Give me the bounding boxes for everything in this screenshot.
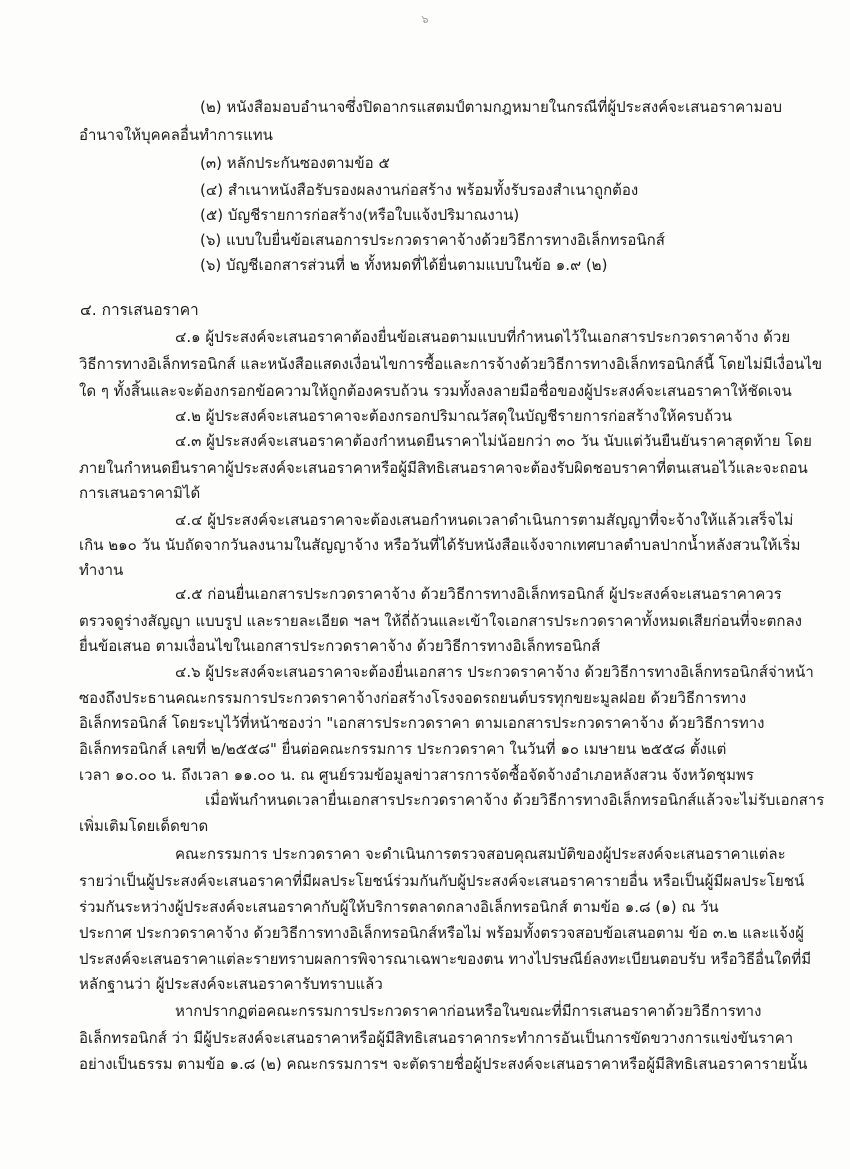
doc-line: ทำงาน	[79, 561, 124, 579]
doc-line: อำนาจให้บุคคลอื่นทำการแทน	[79, 126, 273, 144]
doc-line: ๔.๒ ผู้ประสงค์จะเสนอราคาจะต้องกรอกปริมาณวัสดุในบัญชีรายการก่อสร้างให้ครบถ้วน	[175, 407, 732, 425]
doc-line: ๔.๓ ผู้ประสงค์จะเสนอราคาต้องกำหนดยืนราคาไม่น้อยกว่า ๓๐ วัน นับแต่วันยืนยันราคาสุดท้าย โดย	[175, 432, 812, 450]
doc-line: ใด ๆ ทั้งสิ้นและจะต้องกรอกข้อความให้ถูกต้องครบถ้วน รวมทั้งลงลายมือชื่อของผู้ประสงค์จะเสนอราคาให้ชัดเจน	[79, 382, 792, 400]
doc-line: ยื่นข้อเสนอ ตามเงื่อนไขในเอกสารประกวดราคาจ้าง ด้วยวิธีการทางอิเล็กทรอนิกส์	[79, 637, 601, 655]
doc-line: (๖) แบบใบยื่นข้อเสนอการประกวดราคาจ้างด้วยวิธีการทางอิเล็กทรอนิกส์	[200, 231, 665, 249]
doc-line: (๒) หนังสือมอบอำนาจซึ่งปิดอากรแสตมป์ตามกฎหมายในกรณีที่ผู้ประสงค์จะเสนอราคามอบ	[200, 98, 783, 116]
doc-line: วิธีการทางอิเล็กทรอนิกส์ และหนังสือแสดงเงื่อนไขการซื้อและการจ้างด้วยวิธีการทางอิเล็กทรอนิกส์นี้ โดยไม่มีเงื่อนไข	[79, 355, 823, 373]
doc-line: (๔) สำเนาหนังสือรับรองผลงานก่อสร้าง พร้อมทั้งรับรองสำเนาถูกต้อง	[200, 181, 639, 199]
doc-line: ซองถึงประธานคณะกรรมการประกวดราคาจ้างก่อสร้างโรงจอดรถยนต์บรรทุกขยะมูลฝอย ด้วยวิธีการทาง	[79, 689, 747, 707]
page-number-mark: ๖	[421, 13, 429, 26]
doc-line: ตรวจดูร่างสัญญา แบบรูป และรายละเอียด ฯลฯ ให้ถี่ถ้วนและเข้าใจเอกสารประกวดราคาทั้งหมดเสียก่อนที่จะตกลง	[79, 612, 802, 630]
doc-line: อิเล็กทรอนิกส์ โดยระบุไว้ที่หน้าซองว่า "เอกสารประกวดราคา ตามเอกสารประกวดราคาจ้าง ด้วยวิธีการทาง	[79, 714, 765, 732]
doc-line: ๔.๔ ผู้ประสงค์จะเสนอราคาจะต้องเสนอกำหนดเวลาดำเนินการตามสัญญาที่จะจ้างให้แล้วเสร็จไม่	[175, 511, 794, 529]
doc-line: ๔.๖ ผู้ประสงค์จะเสนอราคาจะต้องยื่นเอกสาร ประกวดราคาจ้าง ด้วยวิธีการทางอิเล็กทรอนิกส์จ่าหน้า	[175, 663, 814, 681]
doc-line: ๔.๑ ผู้ประสงค์จะเสนอราคาต้องยื่นข้อเสนอตามแบบที่กำหนดไว้ในเอกสารประกวดราคาจ้าง ด้วย	[175, 328, 791, 346]
doc-line: ร่วมกันระหว่างผู้ประสงค์จะเสนอราคากับผู้ให้บริการตลาดกลางอิเล็กทรอนิกส์ ตามข้อ ๑.๘ (๑) ณ วัน	[79, 898, 719, 916]
doc-line: เพิ่มเติมโดยเด็ดขาด	[79, 817, 209, 835]
doc-line: ประกาศ ประกวดราคาจ้าง ด้วยวิธีการทางอิเล็กทรอนิกส์หรือไม่ พร้อมทั้งตรวจสอบข้อเสนอตาม ข้อ ๓.๒ และแจ้งผู้	[79, 924, 804, 942]
doc-line: ประสงค์จะเสนอราคาแต่ละรายทราบผลการพิจารณาเฉพาะของตน ทางไปรษณีย์ลงทะเบียนตอบรับ หรือวิธีอื่นใดที่มี	[79, 950, 812, 968]
doc-line: (๖) บัญชีเอกสารส่วนที่ ๒ ทั้งหมดที่ได้ยื่นตามแบบในข้อ ๑.๙ (๒)	[200, 256, 608, 274]
doc-line: (๕) บัญชีรายการก่อสร้าง(หรือใบแจ้งปริมาณงาน)	[200, 206, 520, 224]
doc-line: เวลา ๑๐.๐๐ น. ถึงเวลา ๑๑.๐๐ น. ณ ศูนย์รวมข้อมูลข่าวสารการจัดซื้อจัดจ้างอำเภอหลังสวน จังหวัดชุมพร	[79, 766, 754, 784]
doc-line: ภายในกำหนดยืนราคาผู้ประสงค์จะเสนอราคาหรือผู้มีสิทธิเสนอราคาจะต้องรับผิดชอบราคาที่ตนเสนอไว้และจะถอน	[79, 459, 808, 477]
doc-line: คณะกรรมการ ประกวดราคา จะดำเนินการตรวจสอบคุณสมบัติของผู้ประสงค์จะเสนอราคาแต่ละ	[175, 845, 786, 863]
doc-line: รายว่าเป็นผู้ประสงค์จะเสนอราคาที่มีผลประโยชน์ร่วมกันกับผู้ประสงค์จะเสนอราคารายอื่น หรือเป็นผู้มีผลประโยชน์	[79, 872, 805, 890]
doc-line: การเสนอราคามิได้	[79, 484, 201, 502]
doc-line: อิเล็กทรอนิกส์ เลขที่ ๒/๒๕๕๘" ยื่นต่อคณะกรรมการ ประกวดราคา ในวันที่ ๑๐ เมษายน ๒๕๕๘ ตั้งแต่	[79, 740, 727, 758]
doc-line: หากปรากฏต่อคณะกรรมการประกวดราคาก่อนหรือในขณะที่มีการเสนอราคาด้วยวิธีการทาง	[175, 1002, 762, 1020]
doc-line: (๓) หลักประกันซองตามข้อ ๕	[200, 154, 390, 172]
doc-line: อิเล็กทรอนิกส์ ว่า มีผู้ประสงค์จะเสนอราคาหรือผู้มีสิทธิเสนอราคากระทำการอันเป็นการขัดขวางการแข่งขันราคา	[79, 1029, 794, 1047]
doc-line: เมื่อพ้นกำหนดเวลายื่นเอกสารประกวดราคาจ้าง ด้วยวิธีการทางอิเล็กทรอนิกส์แล้วจะไม่รับเอกสาร	[205, 791, 825, 809]
section-heading: ๔. การเสนอราคา	[80, 301, 199, 319]
doc-line: หลักฐานว่า ผู้ประสงค์จะเสนอราคารับทราบแล้ว	[79, 975, 383, 993]
doc-line: เกิน ๒๑๐ วัน นับถัดจากวันลงนามในสัญญาจ้าง หรือวันที่ได้รับหนังสือแจ้งจากเทศบาลตำบลปากน้ำหลังสวนให้เริ่ม	[79, 536, 801, 554]
doc-line: อย่างเป็นธรรม ตามข้อ ๑.๘ (๒) คณะกรรมการฯ จะตัดรายชื่อผู้ประสงค์จะเสนอราคาหรือผู้มีสิทธิเสนอราคารายนั้น	[79, 1055, 808, 1073]
doc-line: ๔.๕ ก่อนยื่นเอกสารประกวดราคาจ้าง ด้วยวิธีการทางอิเล็กทรอนิกส์ ผู้ประสงค์จะเสนอราคาควร	[175, 585, 782, 603]
